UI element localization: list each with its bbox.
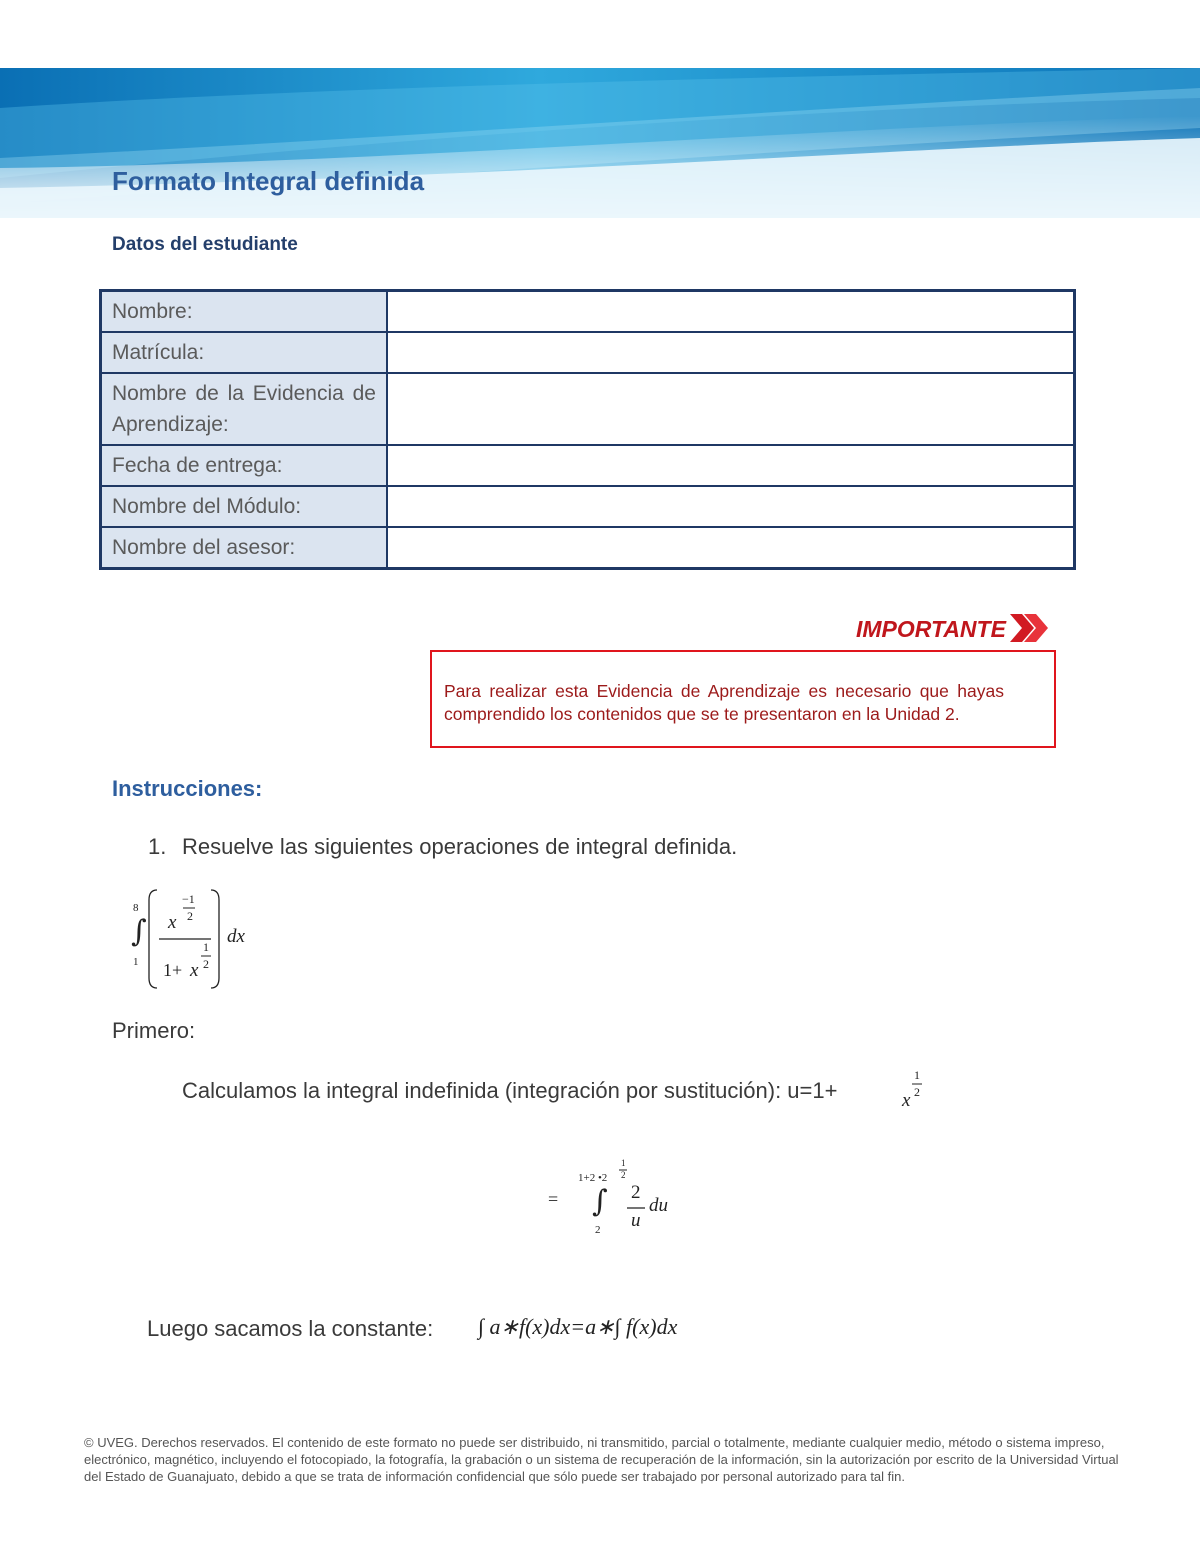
nombre-field[interactable]	[387, 291, 1075, 333]
integral-sign: ∫	[131, 914, 147, 949]
row-label-modulo: Nombre del Módulo:	[101, 486, 388, 527]
list-item	[148, 834, 737, 860]
student-data-table	[99, 289, 1076, 570]
table-row	[101, 332, 1075, 373]
row-label-matricula: Matrícula:	[101, 332, 388, 373]
double-chevron-icon	[1008, 610, 1050, 651]
fraction-numerator: 2	[631, 1182, 641, 1203]
copyright-footer: © UVEG. Derechos reservados. El contenido de este formato no puede ser distribuido, ni transmitido, parcial o totalmente, mediante cualquier medio, método o sistema impreso, electrónico, magnético, incluyendo el fotocopiado, la fotografía, la grabación o un sistema de recuperación de la información, sin la autorización por escrito de la Universidad Virtual del Estado de Guanajuato, debido a que se trata de información confidencial que sólo puede ser trabajado por personal autorizado para tal fin.	[84, 1435, 1119, 1484]
row-label-evidencia: Nombre de la Evidencia de Aprendizaje:	[101, 373, 388, 445]
step-number: 1.	[148, 834, 167, 859]
evidencia-field[interactable]	[387, 373, 1075, 445]
table-row	[101, 527, 1075, 569]
denominator-exp-num: 1	[203, 940, 209, 954]
asesor-field[interactable]	[387, 527, 1075, 569]
row-label-nombre: Nombre:	[101, 291, 388, 333]
denominator-one: 1+	[163, 960, 183, 980]
integral-lower-limit: 1	[133, 956, 139, 968]
matricula-field[interactable]	[387, 332, 1075, 373]
constant-rule-text: Luego sacamos la constante:	[147, 1316, 434, 1341]
integral-upper-limit: 8	[133, 902, 139, 914]
row-label-asesor: Nombre del asesor:	[101, 527, 388, 569]
calc-base: x	[902, 1090, 911, 1111]
important-notice-box	[430, 650, 1056, 748]
numerator-exp-num: −1	[182, 892, 195, 906]
student-data-heading: Datos del estudiante	[112, 234, 298, 255]
step-text: Resuelve las siguientes operaciones de integral definida.	[182, 834, 738, 859]
fecha-field[interactable]	[387, 445, 1075, 486]
integral2-upper-limit: 1+2 •2	[578, 1172, 608, 1184]
row-label-fecha: Fecha de entrega:	[101, 445, 388, 486]
numerator-base: x	[168, 912, 177, 933]
integral2-upper-exp-den: 2	[621, 1170, 626, 1180]
important-text: Para realizar esta Evidencia de Aprendizaje es necesario que hayas comprendido los contenidos que se te presentaron en la Unidad 2.	[444, 681, 1004, 724]
modulo-field[interactable]	[387, 486, 1075, 527]
integral2-sign: ∫	[592, 1184, 608, 1219]
table-row	[101, 486, 1075, 527]
primero-label: Primero:	[112, 1018, 196, 1043]
calc-exp-den: 2	[914, 1085, 920, 1099]
substitution-text: Calculamos la integral indefinida (integración por sustitución): u=1+	[182, 1078, 838, 1103]
table-row	[101, 445, 1075, 486]
instructions-heading: Instrucciones:	[112, 776, 263, 801]
denominator-exp-den: 2	[203, 957, 209, 971]
differential-dx: dx	[227, 926, 245, 947]
table-row	[101, 291, 1075, 333]
fraction-denominator: u	[631, 1210, 641, 1231]
fraction-bar	[627, 1207, 645, 1209]
denominator-base: x	[190, 960, 199, 981]
equals-sign: =	[548, 1189, 559, 1209]
constant-rule-formula: ∫ a∗f(x)dx=a∗∫ f(x)dx	[478, 1314, 678, 1339]
table-row	[101, 373, 1075, 445]
page-title: Formato Integral definida	[112, 166, 425, 196]
integral2-lower-limit: 2	[595, 1224, 601, 1236]
important-title: IMPORTANTE	[856, 616, 1006, 642]
calc-exp-num: 1	[914, 1068, 920, 1082]
integral2-upper-exp-num: 1	[621, 1158, 626, 1168]
differential-du: du	[649, 1195, 668, 1216]
numerator-exp-den: 2	[187, 909, 193, 923]
